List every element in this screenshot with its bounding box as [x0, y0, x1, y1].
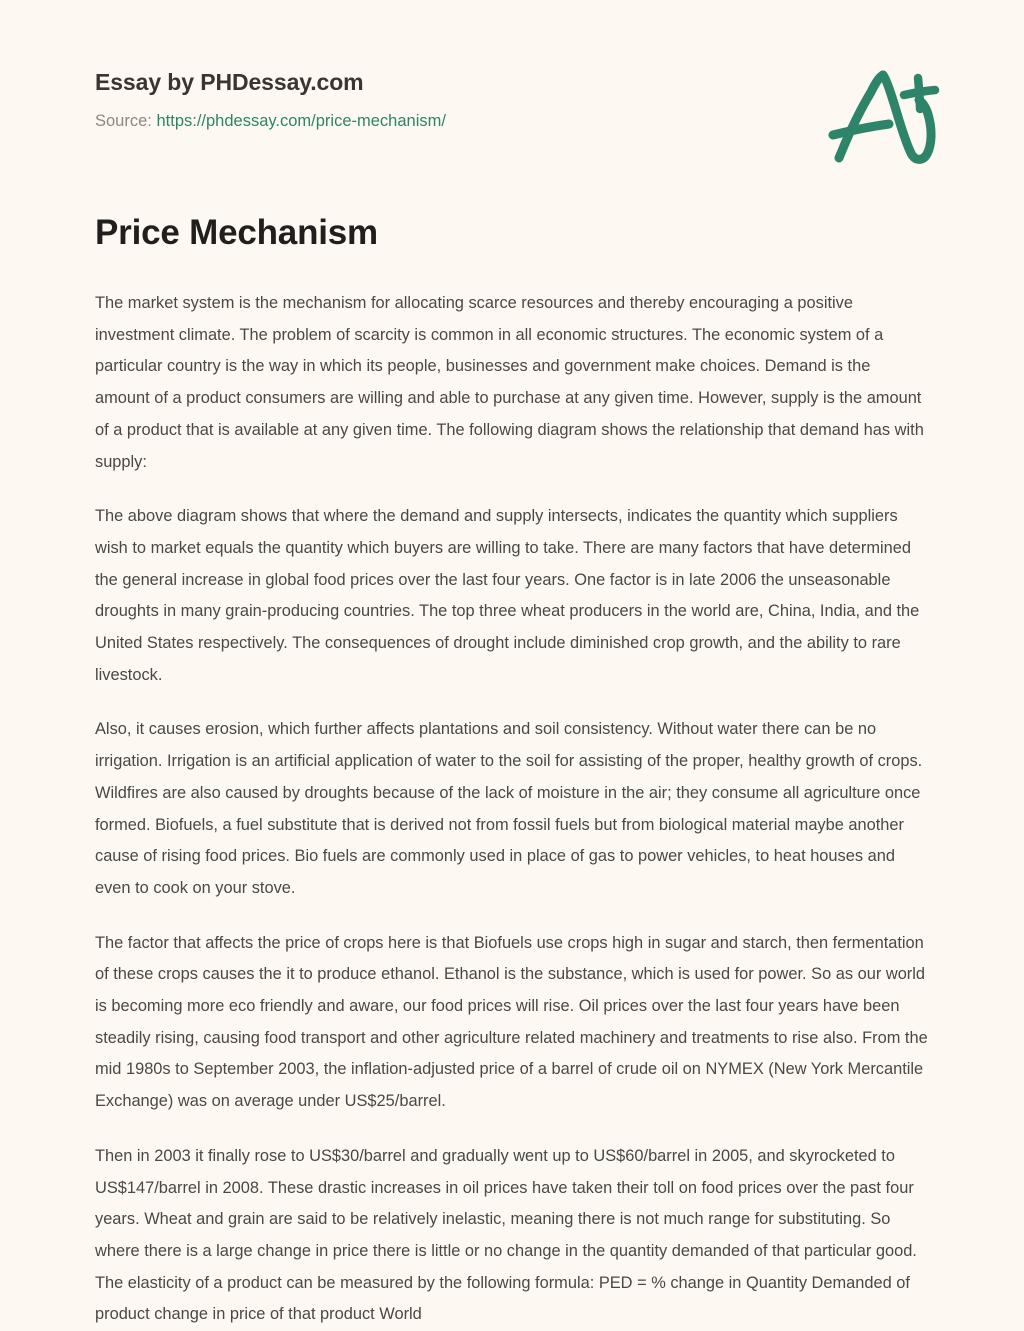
- document-header: [95, 0, 929, 130]
- article-paragraph: The factor that affects the price of crops here is that Biofuels use crops high in sugar and starch, then fermentation of these crops causes the it to produce ethanol. Ethanol is the substance, which is used for power. So as our world is becoming more eco friendly and aware, our food prices will rise. Oil prices over the last four years have been steadily rising, causing food transport and other agriculture related machinery and treatments to rise also. From the mid 1980s to September 2003, the inflation-adjusted price of a barrel of crude oil on NYMEX (New York Mercantile Exchange) was on average under US$25/barrel.: [95, 933, 928, 1111]
- article-paragraph: The above diagram shows that where the demand and supply intersects, indicates the quantity which suppliers wish to market equals the quantity which buyers are willing to take. There are many factors that have determined the general increase in global food prices over the last four years. One factor is in late 2006 the unseasonable droughts in many grain-producing countries. The top three wheat producers in the world are, China, India, and the United States respectively. The consequences of drought include diminished crop growth, and the ability to rare livestock.: [95, 507, 920, 684]
- source-line: [95, 111, 929, 132]
- brand-title: Essay by PHDessay.com: [95, 69, 364, 95]
- article-paragraph: Also, it causes erosion, which further affects plantations and soil consistency. Without water there can be no irrigation. Irrigation is an artificial application of water to the soil for assisting of the proper, healthy growth of crops. Wildfires are also caused by droughts because of the lack of moisture in the air; they consume all agriculture once formed. Biofuels, a fuel substitute that is derived not from fossil fuels but from biological material maybe another cause of rising food prices. Bio fuels are commonly used in place of gas to power vehicles, to heat houses and even to cook on your stove.: [95, 720, 923, 897]
- page-title: Price Mechanism: [95, 213, 378, 252]
- article-paragraph: The market system is the mechanism for allocating scarce resources and thereby encouraging a positive investment climate. The problem of scarcity is common in all economic structures. The economic system of a particular country is the way in which its people, businesses and government make choices. Demand is the amount of a product consumers are willing and able to purchase at any given time. However, supply is the amount of a product that is available at any given time. The following diagram shows the relationship that demand has with supply:: [95, 294, 924, 471]
- source-url-link[interactable]: https://phdessay.com/price-mechanism/: [156, 111, 446, 130]
- source-label: Source:: [95, 111, 152, 130]
- article-body: [95, 254, 929, 1331]
- article-paragraph: Then in 2003 it finally rose to US$30/barrel and gradually went up to US$60/barrel in 2005, and skyrocketed to US$147/barrel in 2008. These drastic increases in oil prices have taken their toll on food prices over the past four years. Wheat and grain are said to be relatively inelastic, meaning there is not much range for substituting. So where there is a large change in price there is little or no change in the quantity demanded of that particular good. The elasticity of a product can be measured by the following formula: PED = % change in Quantity Demanded of product change in price of that product World: [95, 1146, 917, 1324]
